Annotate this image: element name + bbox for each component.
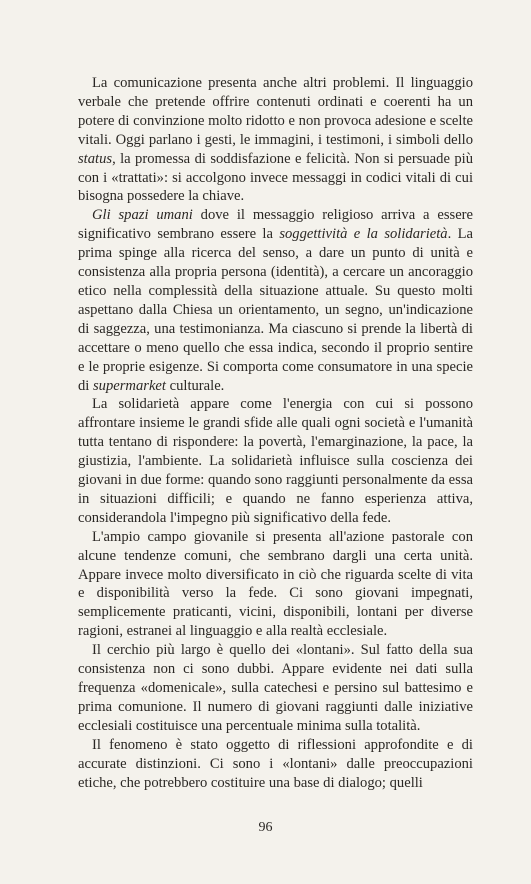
- italic-text: soggettività e la solidarietà: [279, 226, 448, 243]
- text-run: Il cerchio più largo è quello dei «lontani». Sul fatto della sua consistenza non ci sono dubbi. Appare evidente nei dati sulla frequenza «domenicale», sulla catechesi e persino sul battesimo e prima comunione. Il numero di giovani raggiunti dalle iniziative ecclesiali costituisce una percentuale minima sulla totalità.: [78, 642, 473, 734]
- paragraph: [78, 206, 473, 395]
- paragraph: [78, 395, 473, 527]
- body-text: [78, 74, 473, 792]
- paragraph: [78, 641, 473, 736]
- text-run: Il fenomeno è stato oggetto di riflessioni approfondite e di accurate distinzioni. Ci sono i «lontani» dalle preoccupazioni etiche, che potrebbero costituire una base di dialogo; quelli: [78, 736, 473, 791]
- paragraph: [78, 74, 473, 206]
- paragraph: [78, 528, 473, 641]
- text-run: . La prima spinge alla ricerca del senso, a dare un punto di unità e consistenza alla propria persona (identità), a cercare un ancoraggio etico nella complessità della situazione attuale. Su questo molti aspettano dalla Chiesa un orientamento, un segno, un'indicazione di saggezza, una testimonianza. Ma ciascuno si prende la libertà di accettare o meno quello che essa indica, secondo il proprio sentire e le proprie esigenze. Si comporta come consumatore in una specie di: [78, 226, 473, 394]
- italic-text: status: [78, 150, 113, 167]
- text-run: L'ampio campo giovanile si presenta all'azione pastorale con alcune tendenze comuni, che sembrano dargli una certa unità. Appare invece molto diversificato in ciò che riguarda scelte di vita e disponibilità verso la fede. Ci sono giovani impegnati, semplicemente praticanti, vicini, disponibili, lontani per diverse ragioni, estranei al linguaggio e alla realtà ecclesiale.: [78, 528, 473, 640]
- text-run: La comunicazione presenta anche altri problemi. Il linguaggio verbale che pretende offrire contenuti ordinati e coerenti ha un potere di convinzione molto ridotto e non provoca adesione e scelte vitali. Oggi parlano i gesti, le immagini, i testimoni, i simboli dello: [78, 75, 473, 148]
- text-run: dove il messaggio religioso arriva a essere significativo sembrano essere la: [78, 207, 474, 243]
- text-run: culturale.: [165, 377, 225, 394]
- italic-text: supermarket: [93, 377, 166, 394]
- text-run: , la promessa di soddisfazione e felicità. Non si persuade più con i «trattati»: si accolgono invece messaggi in codici vitali di cui bisogna possedere la chiave.: [78, 150, 473, 205]
- paragraph: [78, 736, 473, 793]
- text-run: La solidarietà appare come l'energia con cui si possono affrontare insieme le grandi sfide alle quali ogni società e l'umanità tutta tentano di rispondere: la povertà, l'emarginazione, la pace, la giustizia, l'ambiente. La solidarietà influisce sulla coscienza dei giovani in due forme: quando sono raggiunti personalmente da essa in situazioni difficili; e quando ne fanno esperienza attiva, considerandola l'impegno più significativo della fede.: [78, 396, 473, 526]
- page-number: 96: [258, 820, 273, 835]
- italic-text: Gli spazi umani: [92, 207, 193, 224]
